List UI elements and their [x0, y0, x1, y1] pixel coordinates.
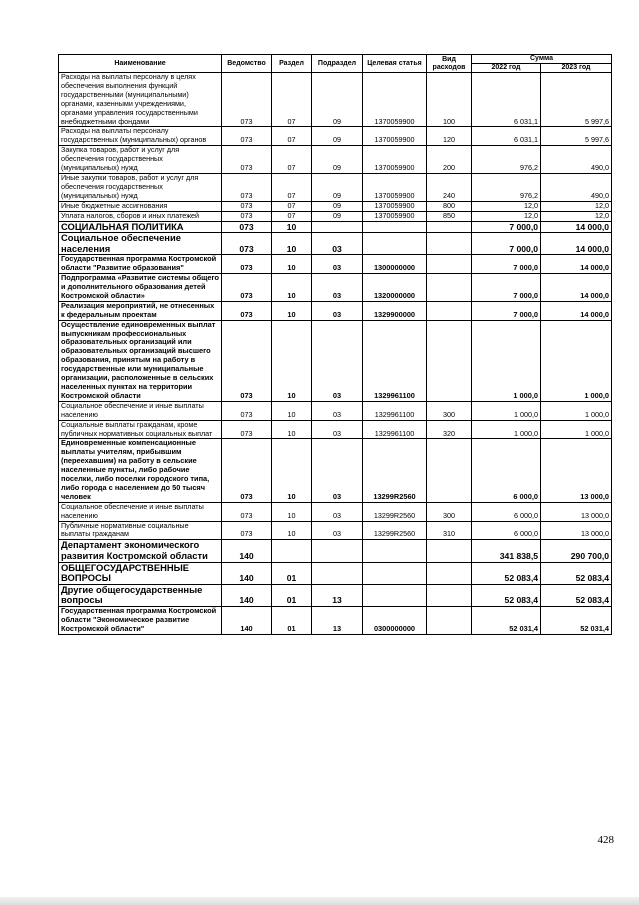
- table-row: [59, 146, 612, 174]
- cell-target: [363, 233, 427, 255]
- header-year-2023: 2023 год: [541, 64, 612, 73]
- cell-2023: 52 031,4: [541, 606, 612, 634]
- cell-name: Уплата налогов, сборов и иных платежей: [59, 211, 222, 221]
- cell-2023: 490,0: [541, 146, 612, 174]
- cell-subsection: 03: [312, 401, 363, 420]
- cell-section: 07: [272, 211, 312, 221]
- table-row: [59, 221, 612, 233]
- cell-2022: 6 000,0: [472, 439, 541, 502]
- header-target: Целевая статья: [363, 55, 427, 73]
- cell-section: 10: [272, 502, 312, 521]
- scan-edge: [0, 897, 639, 905]
- cell-dept: 140: [222, 562, 272, 584]
- cell-2022: 1 000,0: [472, 401, 541, 420]
- cell-2023: 13 000,0: [541, 439, 612, 502]
- cell-2023: 52 083,4: [541, 562, 612, 584]
- cell-section: 01: [272, 584, 312, 606]
- cell-2023: 13 000,0: [541, 521, 612, 540]
- table-row: [59, 401, 612, 420]
- cell-target: 1370059900: [363, 127, 427, 146]
- cell-name: Единовременные компенсационные выплаты учителям, прибывшим (переехавшим) на работу в сельские населенные пункты, либо рабочие поселки, либо поселки городского типа, либо города с населением до 50 тысяч человек: [59, 439, 222, 502]
- cell-dept: 073: [222, 146, 272, 174]
- cell-section: 07: [272, 201, 312, 211]
- cell-kind: 100: [427, 73, 472, 127]
- cell-dept: 073: [222, 420, 272, 439]
- cell-subsection: 13: [312, 584, 363, 606]
- cell-subsection: 09: [312, 146, 363, 174]
- cell-section: 10: [272, 301, 312, 320]
- cell-target: 13299R2560: [363, 502, 427, 521]
- cell-section: 10: [272, 439, 312, 502]
- cell-2022: 7 000,0: [472, 274, 541, 302]
- cell-subsection: 03: [312, 233, 363, 255]
- cell-section: 01: [272, 606, 312, 634]
- cell-2022: 7 000,0: [472, 233, 541, 255]
- cell-name: Осуществление единовременных выплат выпускникам профессиональных образовательных организаций или образовательных организаций высшего образования, принятым на работу в государственные или муниципальные организации, расположенные в сельских населенных пунктах на территории Костромской области: [59, 320, 222, 401]
- cell-section: 10: [272, 233, 312, 255]
- cell-2023: 1 000,0: [541, 320, 612, 401]
- cell-dept: 073: [222, 521, 272, 540]
- cell-name: Расходы на выплаты персоналу в целях обеспечения выполнения функций государственными (муниципальными) органами, казенными учреждениями, органами управления государственными внебюджетными фондами: [59, 73, 222, 127]
- cell-subsection: 03: [312, 420, 363, 439]
- cell-name: Государственная программа Костромской области "Развитие образования": [59, 255, 222, 274]
- cell-target: [363, 562, 427, 584]
- table-body: [59, 73, 612, 635]
- cell-name: Иные бюджетные ассигнования: [59, 201, 222, 211]
- cell-dept: 140: [222, 606, 272, 634]
- cell-name: Социальное обеспечение и иные выплаты населению: [59, 401, 222, 420]
- cell-dept: 073: [222, 233, 272, 255]
- cell-name: Публичные нормативные социальные выплаты гражданам: [59, 521, 222, 540]
- table-row: [59, 320, 612, 401]
- header-dept: Ведомство: [222, 55, 272, 73]
- table-row: [59, 255, 612, 274]
- cell-dept: 073: [222, 502, 272, 521]
- cell-kind: [427, 255, 472, 274]
- cell-subsection: 03: [312, 320, 363, 401]
- cell-kind: [427, 233, 472, 255]
- cell-dept: 140: [222, 540, 272, 562]
- page-number: 428: [597, 834, 614, 846]
- table-header-row: [59, 55, 612, 64]
- table-row: [59, 540, 612, 562]
- cell-2022: 6 031,1: [472, 73, 541, 127]
- cell-kind: [427, 221, 472, 233]
- cell-target: 1329900000: [363, 301, 427, 320]
- cell-target: 1370059900: [363, 211, 427, 221]
- cell-target: 1300000000: [363, 255, 427, 274]
- table-row: [59, 606, 612, 634]
- table-row: [59, 274, 612, 302]
- cell-subsection: 09: [312, 127, 363, 146]
- cell-dept: 073: [222, 221, 272, 233]
- cell-kind: [427, 301, 472, 320]
- cell-subsection: 03: [312, 502, 363, 521]
- cell-section: 10: [272, 521, 312, 540]
- header-name: Наименование: [59, 55, 222, 73]
- cell-2022: 1 000,0: [472, 320, 541, 401]
- cell-2023: 1 000,0: [541, 420, 612, 439]
- cell-2022: 6 000,0: [472, 502, 541, 521]
- cell-dept: 073: [222, 320, 272, 401]
- cell-2022: 6 000,0: [472, 521, 541, 540]
- cell-target: 1329961100: [363, 320, 427, 401]
- cell-subsection: 09: [312, 201, 363, 211]
- cell-dept: 073: [222, 173, 272, 201]
- cell-2023: 14 000,0: [541, 274, 612, 302]
- cell-name: Иные закупки товаров, работ и услуг для обеспечения государственных (муниципальных) нужд: [59, 173, 222, 201]
- table-row: [59, 73, 612, 127]
- cell-2022: 6 031,1: [472, 127, 541, 146]
- cell-section: 10: [272, 320, 312, 401]
- cell-section: [272, 540, 312, 562]
- cell-2022: 1 000,0: [472, 420, 541, 439]
- cell-name: Подпрограмма «Развитие системы общего и дополнительного образования детей Костромской области»: [59, 274, 222, 302]
- cell-2023: 14 000,0: [541, 233, 612, 255]
- table-row: [59, 173, 612, 201]
- cell-target: 1370059900: [363, 201, 427, 211]
- cell-target: 0300000000: [363, 606, 427, 634]
- cell-2022: 52 031,4: [472, 606, 541, 634]
- cell-target: 13299R2560: [363, 521, 427, 540]
- cell-kind: [427, 562, 472, 584]
- cell-name: Социальное обеспечение и иные выплаты населению: [59, 502, 222, 521]
- cell-dept: 073: [222, 73, 272, 127]
- cell-name: ОБЩЕГОСУДАРСТВЕННЫЕ ВОПРОСЫ: [59, 562, 222, 584]
- cell-dept: 073: [222, 401, 272, 420]
- cell-dept: 073: [222, 211, 272, 221]
- cell-dept: 073: [222, 255, 272, 274]
- cell-kind: [427, 439, 472, 502]
- cell-kind: 120: [427, 127, 472, 146]
- table-row: [59, 562, 612, 584]
- cell-subsection: 03: [312, 274, 363, 302]
- cell-kind: [427, 584, 472, 606]
- cell-target: [363, 221, 427, 233]
- cell-kind: 850: [427, 211, 472, 221]
- cell-target: 13299R2560: [363, 439, 427, 502]
- cell-subsection: 03: [312, 301, 363, 320]
- cell-name: СОЦИАЛЬНАЯ ПОЛИТИКА: [59, 221, 222, 233]
- cell-section: 07: [272, 127, 312, 146]
- cell-2022: 52 083,4: [472, 562, 541, 584]
- cell-target: 1370059900: [363, 173, 427, 201]
- cell-dept: 073: [222, 274, 272, 302]
- table-row: [59, 211, 612, 221]
- cell-2023: 13 000,0: [541, 502, 612, 521]
- cell-2022: 7 000,0: [472, 301, 541, 320]
- cell-target: [363, 540, 427, 562]
- header-subsection: Подраздел: [312, 55, 363, 73]
- cell-2022: 12,0: [472, 211, 541, 221]
- cell-2023: 14 000,0: [541, 301, 612, 320]
- cell-kind: 310: [427, 521, 472, 540]
- cell-name: Социальное обеспечение населения: [59, 233, 222, 255]
- cell-2023: 52 083,4: [541, 584, 612, 606]
- cell-2022: 7 000,0: [472, 221, 541, 233]
- cell-subsection: 09: [312, 73, 363, 127]
- cell-kind: 300: [427, 502, 472, 521]
- cell-target: 1329961100: [363, 420, 427, 439]
- cell-subsection: 13: [312, 606, 363, 634]
- cell-2022: 976,2: [472, 173, 541, 201]
- cell-subsection: [312, 540, 363, 562]
- cell-2022: 7 000,0: [472, 255, 541, 274]
- cell-subsection: 03: [312, 521, 363, 540]
- cell-kind: [427, 540, 472, 562]
- header-section: Раздел: [272, 55, 312, 73]
- cell-section: 10: [272, 255, 312, 274]
- cell-name: Социальные выплаты гражданам, кроме публичных нормативных социальных выплат: [59, 420, 222, 439]
- table-row: [59, 502, 612, 521]
- cell-dept: 073: [222, 127, 272, 146]
- cell-dept: 073: [222, 439, 272, 502]
- cell-kind: 800: [427, 201, 472, 211]
- cell-section: 07: [272, 146, 312, 174]
- header-kind: Вид расходов: [427, 55, 472, 73]
- cell-name: Расходы на выплаты персоналу государственных (муниципальных) органов: [59, 127, 222, 146]
- cell-2023: 12,0: [541, 211, 612, 221]
- cell-2023: 12,0: [541, 201, 612, 211]
- cell-2023: 490,0: [541, 173, 612, 201]
- budget-table: [58, 54, 612, 635]
- cell-name: Закупка товаров, работ и услуг для обеспечения государственных (муниципальных) нужд: [59, 146, 222, 174]
- cell-section: 10: [272, 221, 312, 233]
- cell-section: 10: [272, 420, 312, 439]
- table-row: [59, 127, 612, 146]
- cell-2023: 14 000,0: [541, 255, 612, 274]
- cell-name: Департамент экономического развития Костромской области: [59, 540, 222, 562]
- cell-subsection: 03: [312, 439, 363, 502]
- table-row: [59, 233, 612, 255]
- header-sum: Сумма: [472, 55, 612, 64]
- cell-dept: 073: [222, 201, 272, 211]
- cell-section: 07: [272, 73, 312, 127]
- cell-section: 10: [272, 401, 312, 420]
- cell-target: 1370059900: [363, 146, 427, 174]
- cell-kind: 200: [427, 146, 472, 174]
- cell-kind: 240: [427, 173, 472, 201]
- cell-kind: [427, 274, 472, 302]
- cell-kind: 320: [427, 420, 472, 439]
- cell-target: 1329961100: [363, 401, 427, 420]
- table-row: [59, 201, 612, 211]
- cell-2022: 976,2: [472, 146, 541, 174]
- table-row: [59, 420, 612, 439]
- cell-name: Реализация мероприятий, не отнесенных к федеральным проектам: [59, 301, 222, 320]
- cell-2022: 341 838,5: [472, 540, 541, 562]
- cell-dept: 073: [222, 301, 272, 320]
- cell-target: 1370059900: [363, 73, 427, 127]
- header-year-2022: 2022 год: [472, 64, 541, 73]
- table-row: [59, 584, 612, 606]
- cell-section: 10: [272, 274, 312, 302]
- table-row: [59, 521, 612, 540]
- cell-dept: 140: [222, 584, 272, 606]
- cell-subsection: [312, 221, 363, 233]
- cell-2022: 52 083,4: [472, 584, 541, 606]
- cell-subsection: 03: [312, 255, 363, 274]
- cell-2023: 5 997,6: [541, 73, 612, 127]
- cell-kind: [427, 606, 472, 634]
- cell-kind: [427, 320, 472, 401]
- cell-section: 01: [272, 562, 312, 584]
- cell-2023: 5 997,6: [541, 127, 612, 146]
- cell-subsection: 09: [312, 211, 363, 221]
- cell-kind: 300: [427, 401, 472, 420]
- cell-name: Государственная программа Костромской области "Экономическое развитие Костромской области": [59, 606, 222, 634]
- cell-2023: 1 000,0: [541, 401, 612, 420]
- cell-section: 07: [272, 173, 312, 201]
- cell-2022: 12,0: [472, 201, 541, 211]
- cell-name: Другие общегосударственные вопросы: [59, 584, 222, 606]
- cell-2023: 290 700,0: [541, 540, 612, 562]
- cell-target: [363, 584, 427, 606]
- cell-target: 1320000000: [363, 274, 427, 302]
- table-row: [59, 439, 612, 502]
- table-row: [59, 301, 612, 320]
- cell-subsection: 09: [312, 173, 363, 201]
- cell-subsection: [312, 562, 363, 584]
- cell-2023: 14 000,0: [541, 221, 612, 233]
